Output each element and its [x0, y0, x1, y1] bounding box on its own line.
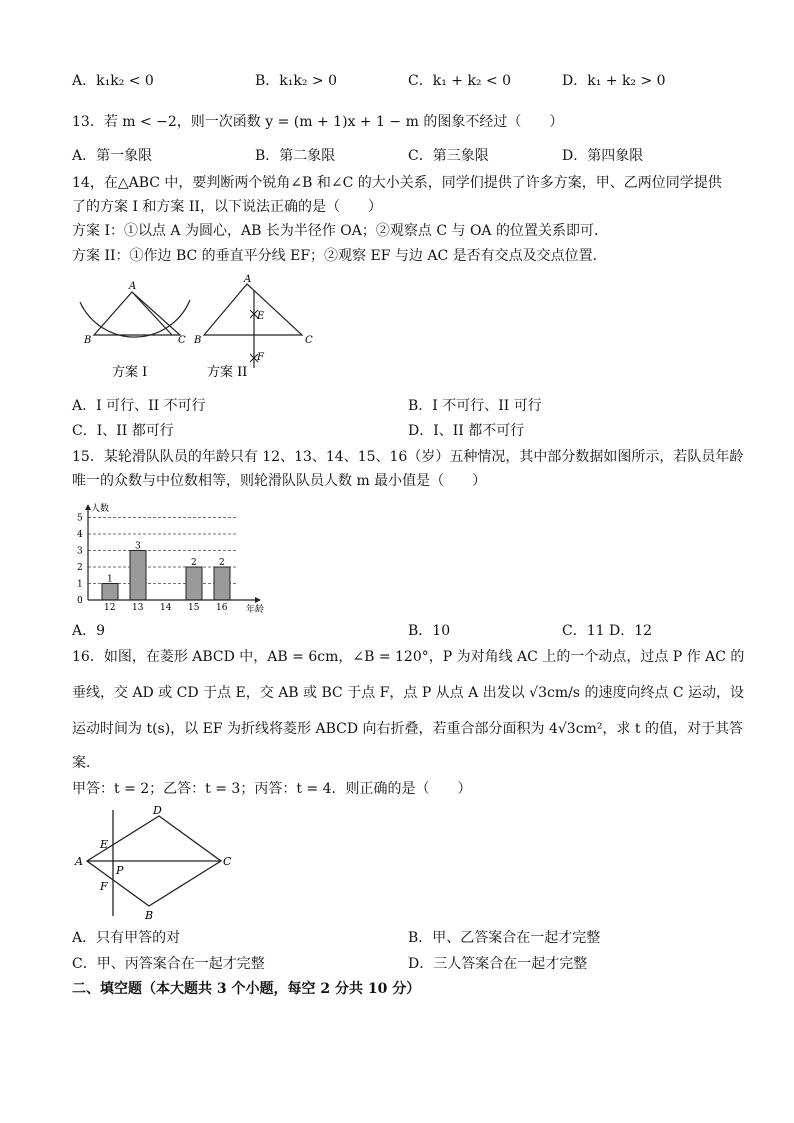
point-d: D	[153, 804, 162, 817]
q16-option-c: C．甲、丙答案合在一起才完整	[72, 956, 265, 972]
point-p: P	[116, 864, 124, 877]
chart-data-label-16: 2	[219, 558, 225, 568]
chart-ylabel: 人数	[91, 504, 110, 514]
chart-data-label-12: 1	[107, 574, 113, 585]
chart-y-tick: 2	[77, 563, 83, 573]
chart-x-tick-15: 15	[188, 603, 200, 613]
q14-figure	[72, 272, 332, 388]
q12-option-b: B．k₁k₂ > 0	[255, 73, 338, 89]
plan2-caption: 方案 II	[207, 365, 248, 380]
plan2-triangle	[204, 284, 302, 335]
chart-x-tick-14: 14	[160, 603, 172, 613]
plan2-point-b: B	[194, 335, 202, 346]
q13-stem: 13．若 m < −2，则一次函数 y = (m + 1)x + 1 − m 的图象不经过（ ）	[72, 114, 564, 130]
chart-y-tick: 1	[77, 579, 83, 590]
chart-bar-12	[102, 584, 118, 601]
q14-option-a: A．I 可行、II 不可行	[72, 398, 206, 414]
chart-y-tick: 4	[77, 530, 83, 540]
q16-option-b: B．甲、乙答案合在一起才完整	[408, 930, 601, 946]
point-f: F	[100, 880, 108, 893]
q14-plan1: 方案 I：①以点 A 为圆心，AB 长为半径作 OA；②观察点 C 与 OA 的位置关系即可．	[72, 223, 608, 239]
section-2-title: 二、填空题（本大题共 3 个小题，每空 2 分共 10 分）	[72, 981, 421, 997]
q12-option-d: D．k₁ + k₂ > 0	[562, 73, 666, 89]
chart-x-tick-13: 13	[132, 603, 144, 613]
q15-bar-chart	[66, 500, 266, 616]
chart-bar-15	[186, 567, 202, 600]
q13-option-c: C．第三象限	[408, 148, 489, 164]
chart-x-tick-16: 16	[216, 603, 228, 613]
q16-line2: 垂线，交 AD 或 CD 于点 E，交 AB 或 BC 于点 F，点 P 从点 A 出发以 √3cm/s 的速度向终点 C 运动，设	[72, 685, 745, 701]
plan1-point-c: C	[178, 335, 186, 346]
chart-bar-16	[214, 567, 230, 600]
q13-option-d: D．第四象限	[562, 148, 644, 164]
plan1-point-b: B	[84, 335, 92, 346]
q15-stem-line2: 唯一的众数与中位数相等，则轮滑队队员人数 m 最小值是（ ）	[72, 473, 487, 489]
q16-line5: 甲答：t = 2；乙答：t = 3；丙答：t = 4．则正确的是（ ）	[72, 781, 472, 797]
q14-plan2: 方案 II：①作边 BC 的垂直平分线 EF；②观察 EF 与边 AC 是否有交点及交点位置．	[72, 248, 607, 264]
point-a: A	[75, 855, 83, 868]
chart-data-label-15: 2	[191, 558, 197, 568]
plan2-point-a: A	[244, 274, 252, 285]
q15-option-b: B．10	[408, 623, 451, 639]
chart-y-tick: 0	[77, 596, 83, 606]
q16-rhombus-figure	[72, 804, 247, 922]
point-b: B	[145, 909, 154, 922]
q14-option-c: C．I、II 都可行	[72, 423, 174, 439]
plan2-point-e: E	[257, 311, 265, 322]
point-e: E	[100, 838, 109, 851]
chart-y-tick: 3	[77, 546, 83, 557]
q12-option-c: C．k₁ + k₂ < 0	[408, 73, 512, 89]
chart-data-label-13: 3	[135, 541, 141, 552]
q12-option-a: A．k₁k₂ < 0	[72, 73, 154, 89]
chart-bar-13	[130, 551, 146, 601]
chart-y-tick: 5	[77, 513, 83, 524]
chart-x-arrow	[255, 597, 261, 603]
q13-option-b: B．第二象限	[255, 148, 336, 164]
q15-option-cd: C．11 D．12	[562, 623, 653, 639]
plan1-radius-line	[132, 292, 172, 335]
q16-line1: 16．如图，在菱形 ABCD 中，AB = 6cm，∠B = 120°，P 为对角线 AC 上的一个动点，过点 P 作 AC 的	[72, 649, 745, 665]
q16-line4: 案．	[72, 755, 100, 771]
q13-option-a: A．第一象限	[72, 148, 153, 164]
plan2-point-f: F	[257, 352, 264, 363]
q14-stem-line2: 了的方案 I 和方案 II，以下说法正确的是（ ）	[72, 199, 382, 215]
chart-x-tick-12: 12	[104, 603, 116, 613]
q15-stem-line1: 15．某轮滑队队员的年龄只有 12、13、14、15、16（岁）五种情况，其中部分数据如图所示，若队员年龄	[72, 449, 744, 465]
q14-stem-line1: 14，在△ABC 中，要判断两个锐角∠B 和∠C 的大小关系，同学们提供了许多方案，甲、乙两位同学提供	[72, 175, 722, 191]
q16-line3: 运动时间为 t(s)，以 EF 为折线将菱形 ABCD 向右折叠，若重合部分面积为 4√3cm²，求 t 的值，对于其答	[72, 721, 743, 737]
plan1-caption: 方案 I	[112, 365, 148, 380]
q14-option-b: B．I 不可行、II 可行	[408, 398, 542, 414]
plan1-point-a: A	[129, 281, 137, 292]
q16-option-a: A．只有甲答的对	[72, 930, 181, 946]
q14-option-d: D．I、II 都不可行	[408, 423, 525, 439]
chart-xlabel: 年龄	[246, 605, 265, 615]
q16-option-d: D．三人答案合在一起才完整	[408, 956, 588, 972]
q15-option-a: A．9	[72, 623, 106, 639]
point-c: C	[223, 855, 232, 868]
plan1-triangle	[94, 292, 180, 335]
plan2-point-c: C	[305, 335, 313, 346]
